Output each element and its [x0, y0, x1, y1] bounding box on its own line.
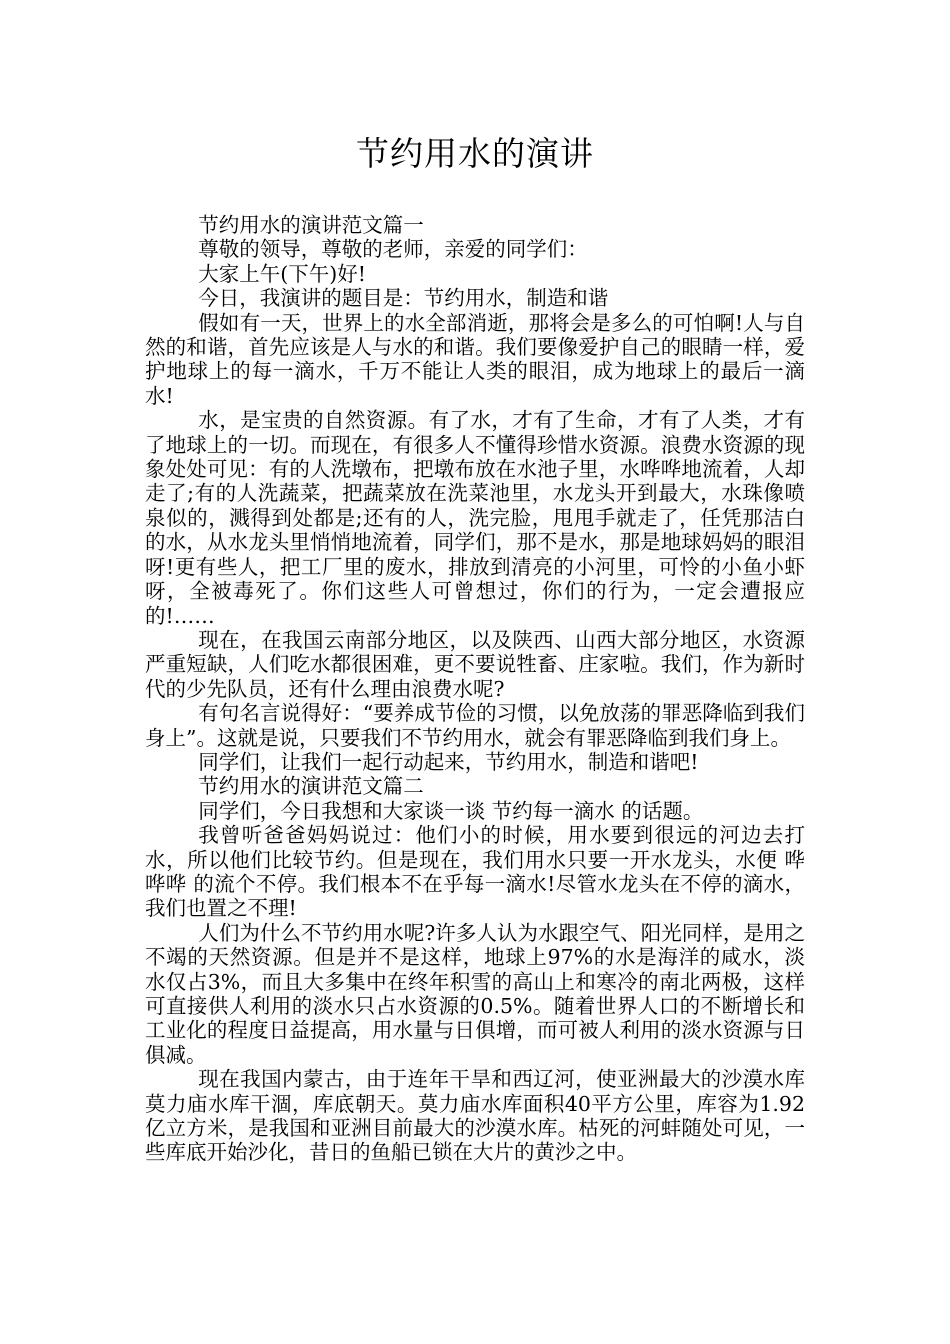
paragraph: 水，是宝贵的自然资源。有了水，才有了生命，才有了人类，才有了地球上的一切。而现在，有很多人不懂得珍惜水资源。浪费水资源的现象处处可见：有的人洗墩布，把墩布放在水池子里，水哗哗地流着，人却走了;有的人洗蔬菜，把蔬菜放在洗菜池里，水龙头开到最大，水珠像喷泉似的，溅得到处都是;还有的人，洗完脸，甩甩手就走了，任凭那洁白的水，从水龙头里悄悄地流着，同学们，那不是水，那是地球妈妈的眼泪呀!更有些人，把工厂里的废水，排放到清亮的小河里，可怜的小鱼小虾呀，全被毒死了。你们这些人可曾想过，你们的行为，一定会遭报应的!…… [145, 408, 805, 628]
paragraph: 有句名言说得好：“要养成节俭的习惯，以免放荡的罪恶降临到我们身上”。这就是说，只要我们不节约用水，就会有罪恶降临到我们身上。 [145, 701, 805, 750]
paragraph-topic: 今日，我演讲的题目是：节约用水，制造和谐 [198, 286, 609, 311]
paragraph-greeting: 大家上午(下午)好! [198, 261, 367, 286]
paragraph: 现在我国内蒙古，由于连年干旱和西辽河，使亚洲最大的沙漠水库莫力庙水库干涸，库底朝天。莫力庙水库面积40平方公里，库容为1.92亿立方米，是我国和亚洲目前最大的沙漠水库。枯死的河蚌随处可见，一些库底开始沙化，昔日的鱼船已锁在大片的黄沙之中。 [145, 1067, 805, 1165]
paragraph: 我曾听爸爸妈妈说过：他们小的时候，用水要到很远的河边去打水，所以他们比较节约。但是现在，我们用水只要一开水龙头，水便 哗哗哗 的流个不停。我们根本不在乎每一滴水!尽管水龙头在不停的滴水，我们也置之不理! [145, 823, 805, 921]
paragraph: 人们为什么不节约用水呢?许多人认为水跟空气、阳光同样，是用之不竭的天然资源。但是并不是这样，地球上97%的水是海洋的咸水，淡水仅占3%，而且大多集中在终年积雪的高山上和寒冷的南北两极，这样可直接供人利用的淡水只占水资源的0.5%。随着世界人口的不断增长和工业化的程度日益提高，用水量与日俱增，而可被人利用的淡水资源与日俱减。 [145, 920, 805, 1067]
paragraph: 假如有一天，世界上的水全部消逝，那将会是多么的可怕啊!人与自然的和谐，首先应该是人与水的和谐。我们要像爱护自己的眼睛一样，爱护地球上的每一滴水，千万不能让人类的眼泪，成为地球上的最后一滴水! [145, 310, 805, 408]
paragraph-salutation: 尊敬的领导，尊敬的老师，亲爱的同学们： [198, 237, 588, 262]
document-page [145, 128, 805, 1165]
paragraph-section-heading-2: 节约用水的演讲范文篇二 [198, 774, 424, 799]
paragraph: 同学们，今日我想和大家谈一谈 节约每一滴水 的话题。 [198, 798, 704, 823]
document-body [145, 213, 805, 1165]
document-title: 节约用水的演讲 [356, 134, 594, 173]
paragraph: 现在，在我国云南部分地区，以及陕西、山西大部分地区，水资源严重短缺，人们吃水都很困难，更不要说牲畜、庄家啦。我们，作为新时代的少先队员，还有什么理由浪费水呢? [145, 627, 805, 701]
paragraph-section-heading-1: 节约用水的演讲范文篇一 [198, 213, 424, 237]
paragraph: 同学们，让我们一起行动起来，节约用水，制造和谐吧! [198, 749, 699, 774]
